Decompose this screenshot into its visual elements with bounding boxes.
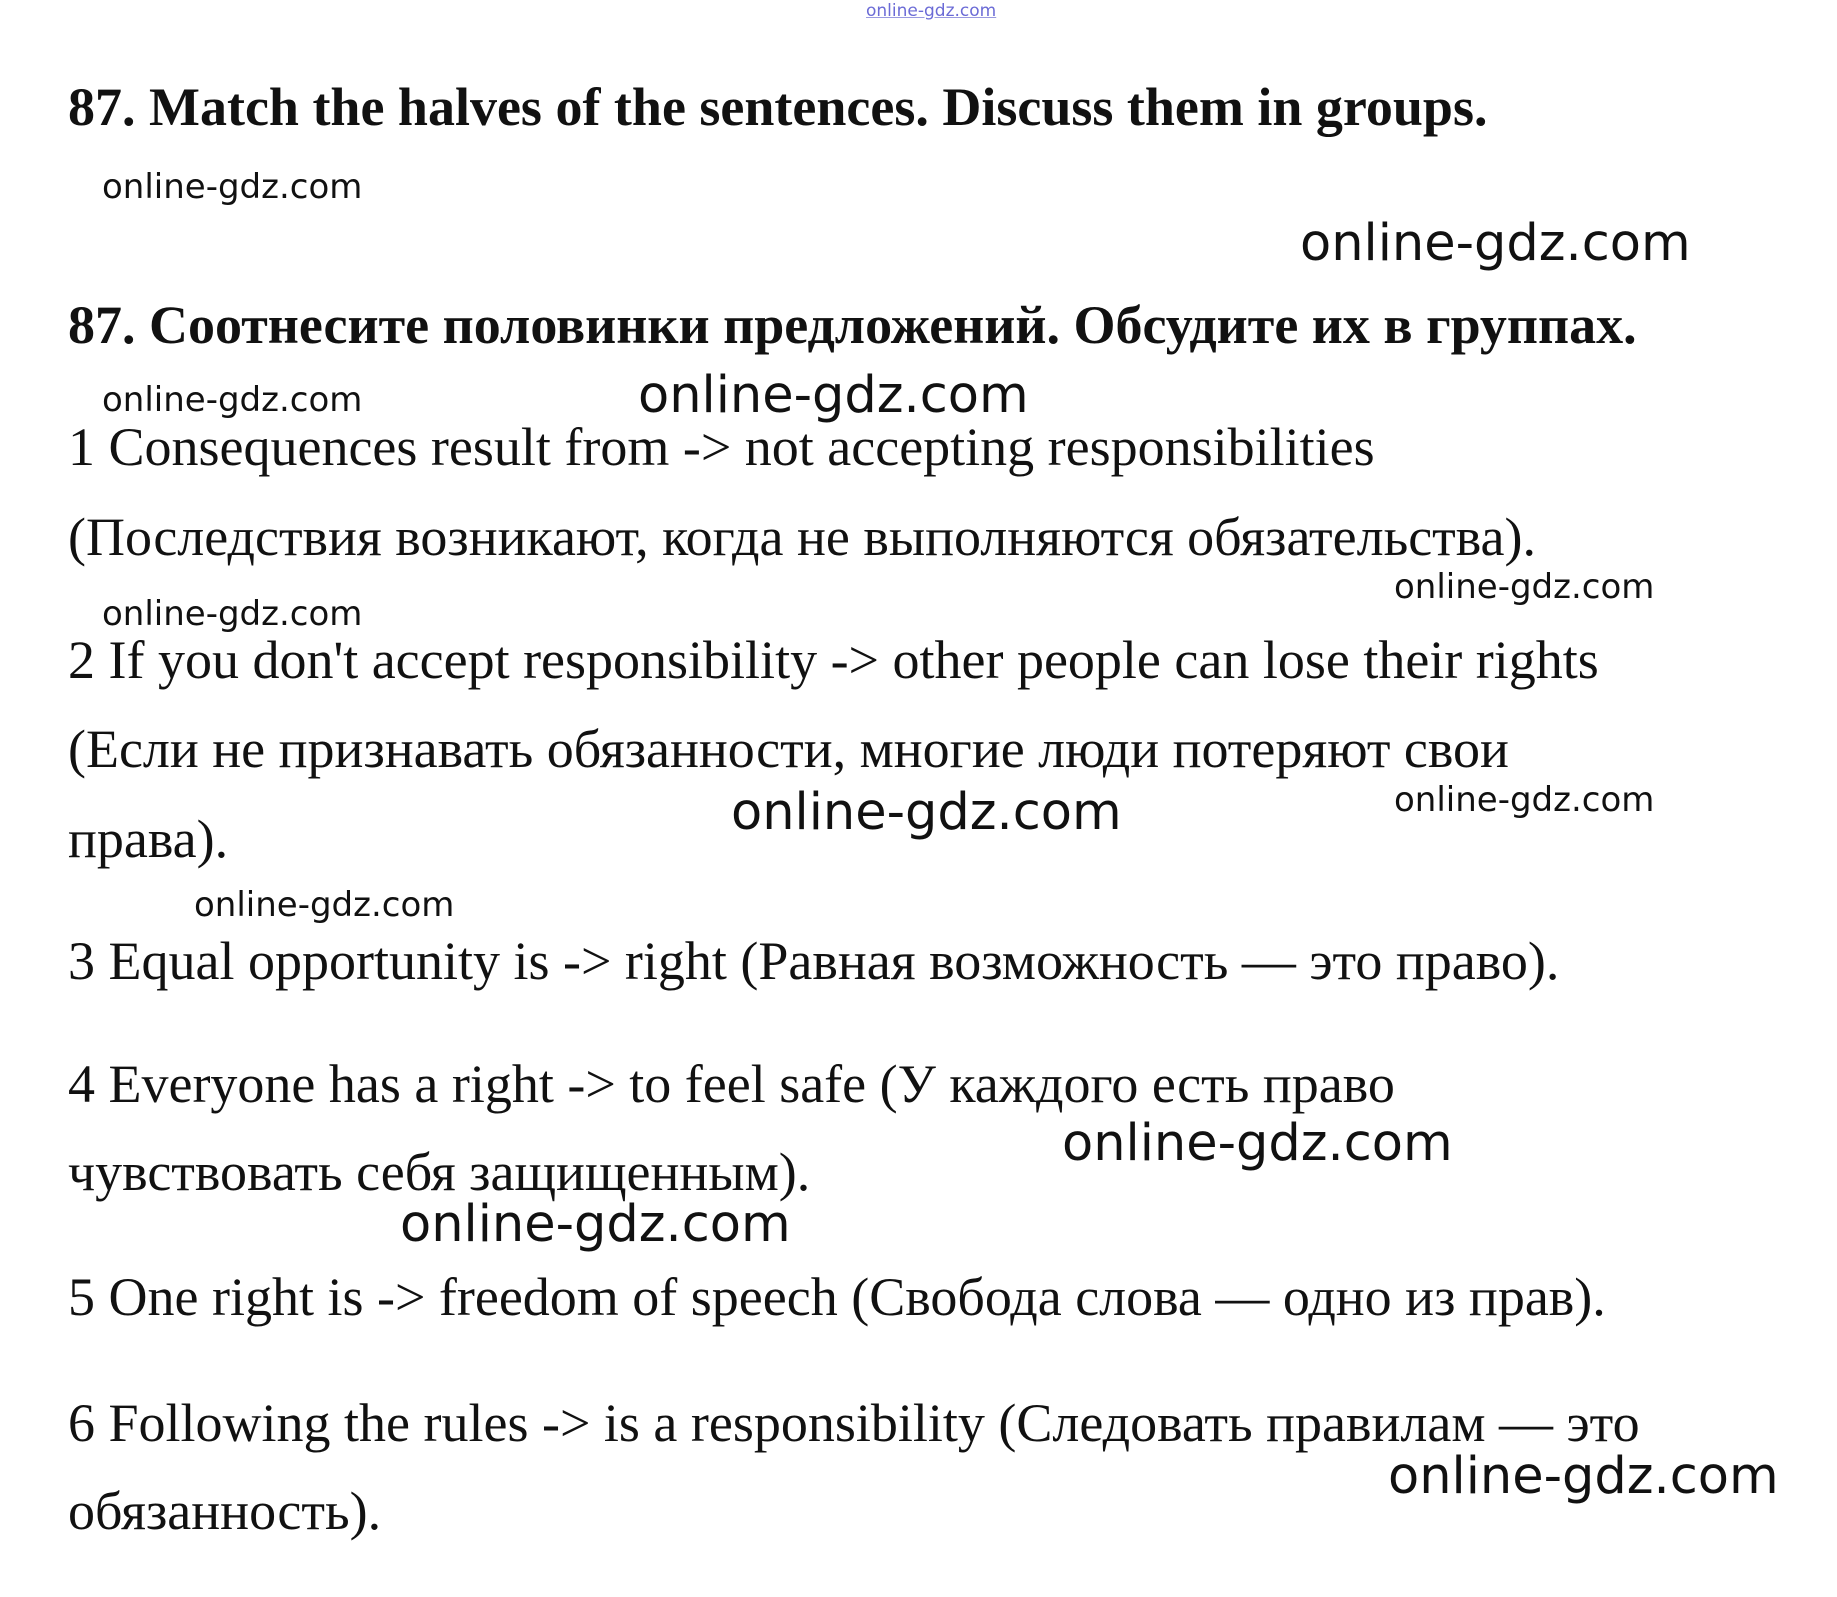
watermark: online-gdz.com [1394,567,1655,607]
answer-item-4-line-1: 4 Everyone has a right -> to feel safe (У каждого есть право [68,1054,1395,1114]
watermark: online-gdz.com [731,783,1122,842]
watermark: online-gdz.com [102,167,363,207]
answer-item-6-line-1: 6 Following the rules -> is a responsibility (Следовать правилам — это [68,1393,1640,1453]
answer-item-2-line-1: 2 If you don't accept responsibility -> other people can lose their rights [68,630,1599,690]
watermark: online-gdz.com [1062,1114,1453,1173]
exercise-title-ru: 87. Соотнесите половинки предложений. Обсудите их в группах. [68,295,1637,355]
watermark: online-gdz.com [1394,780,1655,820]
answer-item-5-line-1: 5 One right is -> freedom of speech (Свобода слова — одно из прав). [68,1267,1606,1327]
watermark: online-gdz.com [400,1195,791,1254]
answer-item-3-line-1: 3 Equal opportunity is -> right (Равная возможность — это право). [68,931,1560,991]
answer-item-2-line-2: (Если не признавать обязанности, многие люди потеряют свои [68,719,1509,779]
watermark: online-gdz.com [1388,1447,1779,1506]
watermark: online-gdz.com [638,366,1029,425]
watermark: online-gdz.com [194,885,455,925]
watermark: online-gdz.com [1300,214,1691,273]
exercise-title-en: 87. Match the halves of the sentences. Discuss them in groups. [68,77,1488,137]
watermark-top: online-gdz.com [866,1,997,21]
answer-item-6-line-2: обязанность). [68,1481,382,1541]
answer-item-1-line-2: (Последствия возникают, когда не выполняются обязательства). [68,507,1536,567]
answer-item-2-line-3: права). [68,809,229,869]
answer-item-4-line-2: чувствовать себя защищенным). [68,1142,811,1202]
watermark: online-gdz.com [102,594,363,634]
watermark: online-gdz.com [102,380,363,420]
answer-item-1-line-1: 1 Consequences result from -> not accepting responsibilities [68,417,1375,477]
